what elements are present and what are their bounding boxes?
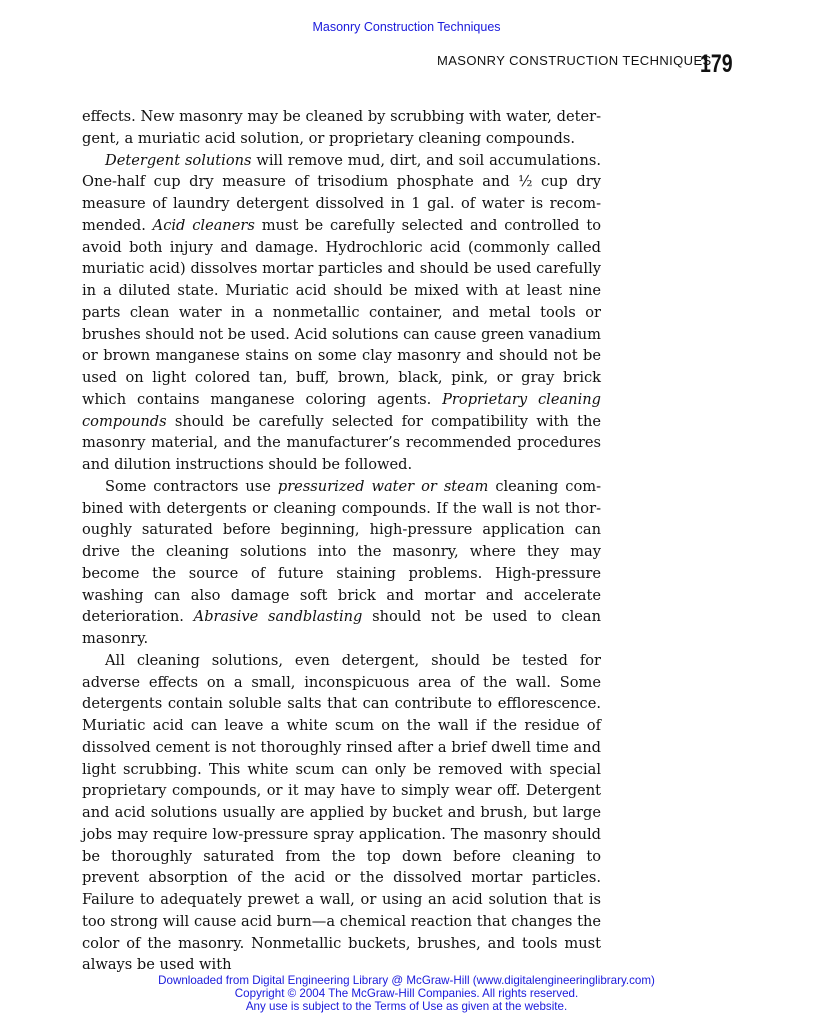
copyright-footer — [0, 974, 813, 1013]
chapter-title-link[interactable]: Masonry Construction Techniques — [312, 20, 501, 34]
emphasized-term: pressurized water or steam — [277, 477, 489, 495]
text-run: Some contractors use — [105, 477, 278, 495]
emphasized-term: Acid cleaners — [152, 216, 255, 234]
paragraph-1: effects. New masonry may be cleaned by scrubbing with water, detergent, a muriatic acid solution, or proprietary cleaning compounds. — [82, 108, 601, 147]
footer-copyright: Copyright © 2004 The McGraw-Hill Companies. All rights reserved. — [234, 987, 579, 1000]
text-run: will remove mud, dirt, and soil accumulations. One-half cup dry measure of trisodium phosphate and ½ cup dry measure of laundry detergent dissolved in 1 gal. of water is recommended. — [82, 151, 601, 234]
paragraph-2 — [82, 150, 601, 476]
text-run: should not be used to clean masonry. — [82, 608, 601, 647]
page-number: 179 — [700, 50, 733, 78]
text-run: cleaning combined with detergents or cleaning compounds. If the wall is not thoroughly saturated before beginning, high-pressure application can drive the cleaning solutions into the masonry, where they may become the source of future staining problems. High-pressure washing can also damage soft brick and mortar and accelerate deterioration. — [82, 477, 602, 626]
footer-download-link[interactable]: Downloaded from Digital Engineering Library @ McGraw-Hill (www.digitalengineeringlibrary.com) — [158, 974, 655, 987]
text-run: must be carefully selected and controlled to avoid both injury and damage. Hydrochloric acid (commonly called muriatic acid) dissolves mortar particles and should be used carefully in a diluted state. Muriatic acid should be mixed with at least nine parts clean water in a nonmetallic container, and metal tools or brushes should not be used. Acid solutions can cause green vanadium or brown manganese stains on some clay masonry and should not be used on light colored tan, buff, brown, black, pink, or gray brick which contains manganese coloring agents. — [82, 216, 601, 408]
footer-terms: Any use is subject to the Terms of Use as given at the website. — [245, 1000, 568, 1013]
emphasized-term: Proprietary cleaning compounds — [82, 390, 601, 430]
emphasized-term: Detergent solutions — [105, 151, 252, 169]
running-head: MASONRY CONSTRUCTION TECHNIQUES — [437, 53, 712, 68]
emphasized-term: Abrasive sandblasting — [193, 608, 363, 626]
text-run: should be carefully selected for compatibility with the masonry material, and the manufacturer’s recommended procedures and dilution instructions should be followed. — [82, 412, 601, 473]
paragraph-3 — [82, 476, 601, 650]
paragraph-4: All cleaning solutions, even detergent, should be tested for adverse effects on a small, inconspicuous area of the wall. Some detergents contain soluble salts that can contribute to efflorescence. Muriatic acid can leave a white scum on the wall if the residue of dissolved cement is not thoroughly rinsed after a brief dwell time and light scrubbing. This white scum can only be removed with special proprietary compounds, or it may have to simply wear off. Detergent and acid solutions usually are applied by bucket and brush, but large jobs may require low-pressure spray application. The masonry should be thoroughly saturated from the top down before cleaning to prevent absorption of the acid or the dissolved mortar particles. Failure to adequately prewet a wall, or using an acid solution that is too strong will cause acid burn—a chemical reaction that changes the color of the masonry. Nonmetallic buckets, brushes, and tools must always be used with — [82, 651, 601, 974]
page-body — [82, 106, 601, 976]
